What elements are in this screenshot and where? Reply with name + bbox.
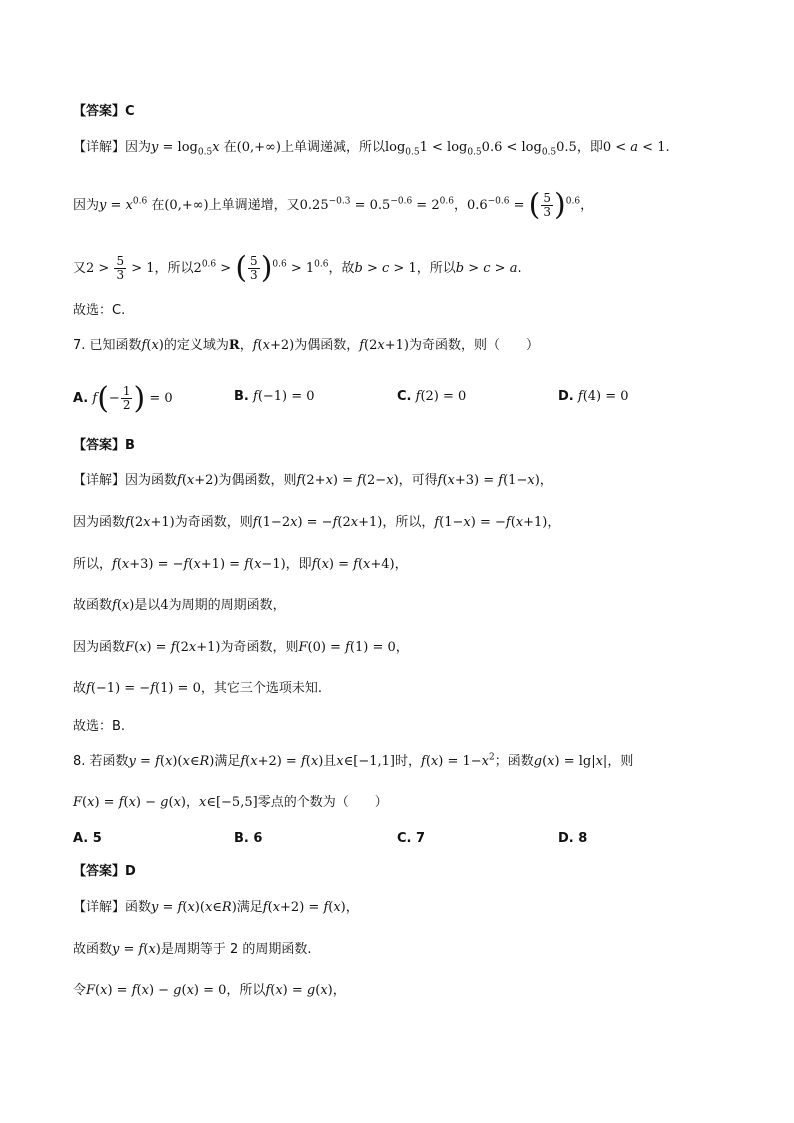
question-7-stem: 7. 已知函数f(x)的定义域为R，f(x+2)为偶函数，f(2x+1)为奇函数，则（ ） (73, 338, 539, 353)
detail-line-q7-5: 因为函数F(x) = f(2x+1)为奇函数，则F(0) = f(1) = 0， (73, 640, 409, 655)
answer-label-q7: 【答案】B (73, 438, 135, 453)
detail-line-q7-6: 故f(−1) = −f(1) = 0，其它三个选项未知. (73, 681, 322, 696)
choice-line-q6: 故选：C. (73, 303, 126, 318)
detail-line-q7-1: 【详解】因为函数f(x+2)为偶函数，则f(2+x) = f(2−x)，可得f(x+3) = f(1−x)， (73, 473, 553, 488)
detail-line-q8-1: 【详解】函数y = f(x)(x∈R)满足f(x+2) = f(x)， (73, 900, 359, 915)
option-q8-d: D. 8 (558, 831, 588, 846)
option-q7-d: D. f(4) = 0 (558, 389, 629, 404)
option-q8-b: B. 6 (234, 831, 263, 846)
detail-tag: 【详解】 (73, 140, 126, 155)
detail-line-q6-2: 因为$y = x^{0.6}$ 在(0,+∞)上单调递增，又$0.25^{-0.3} = 0.5^{-0.6} = 2^{0.6}$，$0.6^{-0.6}$ = ( $\frac{5}{3}$ )$^{0.6}$， (73, 187, 594, 223)
question-8-stem-1: 8. 若函数y = f(x)(x∈R)满足f(x+2) = f(x)且x∈[−1,1]时，$f(x) = 1-x^2$；函数g(x) = lg|x|，则 (73, 752, 634, 769)
detail-line-q7-4: 故函数f(x)是以4为周期的周期函数， (73, 598, 286, 613)
choice-line-q7: 故选：B. (73, 719, 126, 734)
answer-label-q6: 【答案】C (73, 104, 135, 119)
detail-line-q6-1: 【详解】因为$y = \log_{0.5}x$ 在(0,+∞)上单调递减，所以$\log_{0.5}1 < \log_{0.5}0.6 < \log_{0.5}0.5$，即0 < a < 1. (73, 140, 670, 158)
detail-line-q7-2: 因为函数f(2x+1)为奇函数，则f(1−2x) = −f(2x+1)，所以，f(1−x) = −f(x+1)， (73, 515, 561, 530)
option-q7-c: C. f(2) = 0 (397, 389, 467, 404)
option-q7-a: A. f(− $\frac{1}{2}$ ) = 0 (73, 381, 173, 416)
detail-line-q6-3: 又2 > $\frac{5}{3}$ > 1，所以$2^{0.6}$ > ( $\frac{5}{3}$ )$^{0.6} > 1^{0.6}$，故b > c > 1，所以b > c > a. (73, 250, 522, 286)
detail-line-q8-3: 令F(x) = f(x) − g(x) = 0，所以f(x) = g(x)， (73, 983, 346, 998)
option-q8-c: C. 7 (397, 831, 426, 846)
question-8-stem-2: F(x) = f(x) − g(x)，x∈[−5,5]零点的个数为（ ） (73, 795, 388, 810)
detail-line-q7-3: 所以，f(x+3) = −f(x+1) = f(x−1)，即f(x) = f(x+4)， (73, 557, 408, 572)
option-q7-b: B. f(−1) = 0 (234, 389, 315, 404)
detail-line-q8-2: 故函数y = f(x)是周期等于 2 的周期函数. (73, 942, 312, 957)
answer-label-q8: 【答案】D (73, 864, 136, 879)
option-q8-a: A. 5 (73, 831, 102, 846)
